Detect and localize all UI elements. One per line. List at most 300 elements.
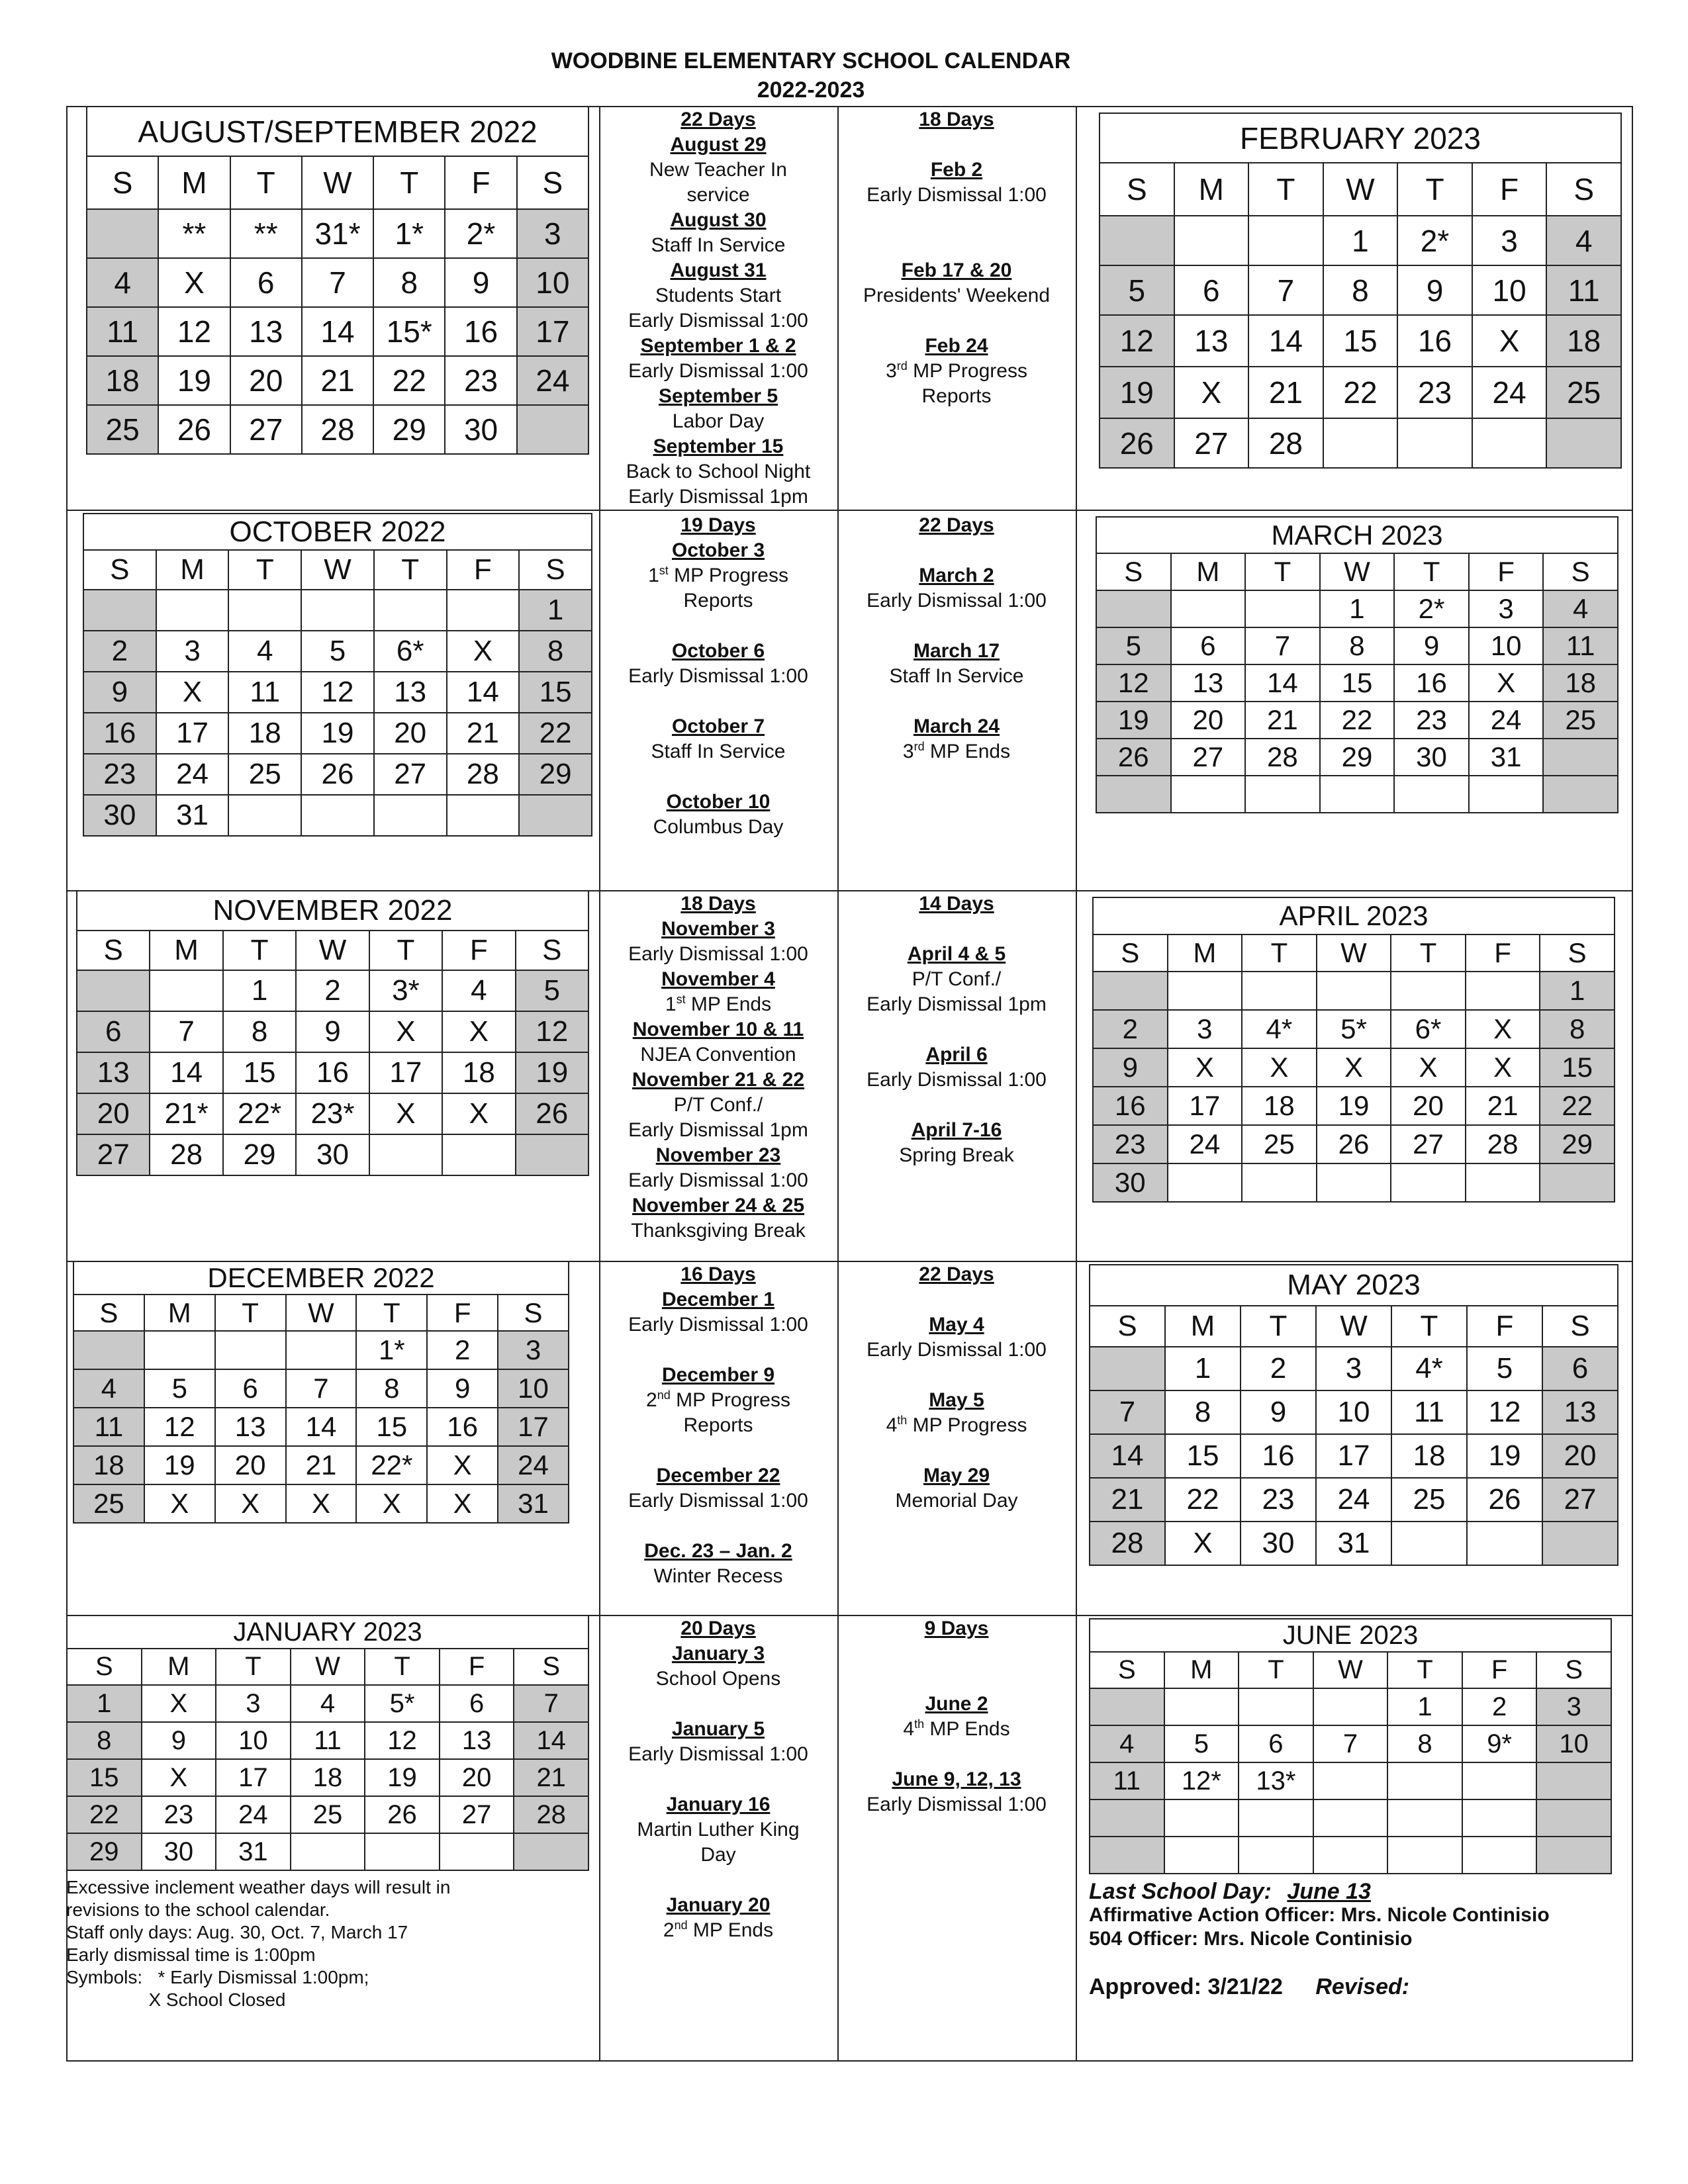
day-cell: X bbox=[1466, 1048, 1540, 1087]
day-cell: 23* bbox=[296, 1093, 369, 1134]
day-cell bbox=[1242, 1163, 1317, 1202]
day-cell: 9 bbox=[427, 1369, 498, 1408]
day-cell: 23 bbox=[445, 356, 516, 405]
event-description: Early Dismissal 1:00 bbox=[628, 1490, 808, 1512]
day-cell bbox=[1397, 418, 1472, 468]
day-cell: 20 bbox=[1391, 1087, 1466, 1125]
day-cell: 7 bbox=[1245, 627, 1320, 664]
day-cell: 30 bbox=[142, 1833, 216, 1870]
day-cell: 9 bbox=[83, 672, 156, 713]
weekday-header: S bbox=[73, 1295, 144, 1331]
day-cell bbox=[1472, 418, 1547, 468]
weekday-header: T bbox=[1391, 934, 1466, 972]
event-description: 3rd MP Progress bbox=[886, 359, 1027, 382]
day-cell: 7 bbox=[302, 258, 373, 307]
day-cell: 9 bbox=[1093, 1048, 1168, 1087]
week-row bbox=[87, 307, 588, 356]
day-cell: 1 bbox=[1323, 216, 1398, 265]
day-cell: 12 bbox=[301, 672, 374, 713]
day-cell bbox=[1469, 776, 1544, 813]
weekday-header: T bbox=[1241, 1306, 1316, 1347]
day-cell: X bbox=[1317, 1048, 1391, 1087]
spacer bbox=[837, 614, 1076, 639]
day-cell: 26 bbox=[1096, 739, 1171, 776]
spacer bbox=[837, 538, 1076, 563]
day-cell: 25 bbox=[87, 405, 158, 454]
spacer bbox=[837, 1287, 1076, 1312]
weekday-header: F bbox=[447, 550, 520, 590]
day-cell: 4 bbox=[73, 1369, 144, 1408]
day-cell: 13 bbox=[440, 1722, 514, 1759]
day-cell: 11 bbox=[1543, 627, 1618, 664]
event-description: Staff In Service bbox=[651, 234, 786, 256]
event-description: Labor Day bbox=[672, 410, 765, 432]
day-cell: 16 bbox=[445, 307, 516, 356]
day-cell: 29 bbox=[1320, 739, 1395, 776]
day-cell bbox=[1543, 776, 1618, 813]
spacer bbox=[599, 1338, 837, 1363]
day-cell: 25 bbox=[73, 1484, 144, 1523]
day-cell bbox=[1096, 590, 1171, 627]
day-cell: 20 bbox=[374, 713, 447, 754]
week-row bbox=[67, 1685, 588, 1722]
day-cell: 17 bbox=[369, 1052, 442, 1093]
weekday-header: S bbox=[514, 1649, 588, 1685]
event-description: Early Dismissal 1:00 bbox=[867, 184, 1047, 206]
day-cell: 2 bbox=[1241, 1347, 1316, 1390]
day-cell: 21 bbox=[302, 356, 373, 405]
weekday-header: T bbox=[215, 1295, 286, 1331]
day-cell bbox=[150, 970, 222, 1011]
page-title bbox=[0, 46, 1622, 105]
day-cell: 4 bbox=[228, 631, 301, 672]
day-cell: X bbox=[144, 1484, 215, 1523]
weekday-header: W bbox=[286, 1295, 357, 1331]
day-cell: 19 bbox=[1317, 1087, 1391, 1125]
event-description: Early Dismissal 1:00 bbox=[628, 943, 808, 965]
day-cell bbox=[156, 590, 229, 631]
day-cell bbox=[301, 795, 374, 836]
day-cell: 27 bbox=[1542, 1478, 1618, 1522]
month-title: FEBRUARY 2023 bbox=[1100, 113, 1621, 163]
week-row bbox=[67, 1833, 588, 1870]
event-description: Early Dismissal 1pm bbox=[867, 993, 1047, 1015]
week-row bbox=[1096, 739, 1618, 776]
week-row bbox=[1090, 1478, 1618, 1522]
day-cell: 15* bbox=[373, 307, 445, 356]
day-cell: 13 bbox=[374, 672, 447, 713]
day-cell: 26 bbox=[301, 754, 374, 795]
day-cell: 21* bbox=[150, 1093, 222, 1134]
event-description: Early Dismissal 1pm bbox=[628, 486, 808, 508]
events-list-oct bbox=[599, 513, 837, 840]
day-cell: 19 bbox=[365, 1759, 440, 1796]
title-line-2: 2022-2023 bbox=[757, 77, 865, 103]
week-row bbox=[67, 1796, 588, 1833]
weekday-header: S bbox=[1090, 1652, 1164, 1688]
day-cell: 11 bbox=[73, 1408, 144, 1446]
weekday-header: T bbox=[1387, 1652, 1462, 1688]
week-row bbox=[1093, 1125, 1615, 1163]
weekday-header: S bbox=[498, 1295, 569, 1331]
day-cell: 31 bbox=[216, 1833, 291, 1870]
day-cell: 6 bbox=[77, 1011, 150, 1052]
day-cell: 7 bbox=[514, 1685, 588, 1722]
month-title: AUGUST/SEPTEMBER 2022 bbox=[87, 107, 588, 156]
day-cell bbox=[87, 209, 158, 258]
day-cell: 5* bbox=[365, 1685, 440, 1722]
week-row bbox=[1093, 1010, 1615, 1048]
weekday-header: M bbox=[150, 931, 222, 970]
event-date-heading: November 3 bbox=[661, 918, 775, 940]
event-description: Reports bbox=[921, 385, 992, 407]
day-cell: X bbox=[142, 1759, 216, 1796]
weekday-header: W bbox=[1316, 1306, 1391, 1347]
weekday-header: T bbox=[1391, 1306, 1467, 1347]
day-cell bbox=[228, 590, 301, 631]
day-cell: 10 bbox=[517, 258, 588, 307]
day-cell: 12 bbox=[1096, 664, 1171, 702]
week-row bbox=[1093, 1163, 1615, 1202]
day-cell: 1 bbox=[1165, 1347, 1241, 1390]
event-description: Students Start bbox=[655, 285, 782, 306]
day-cell: 26 bbox=[1317, 1125, 1391, 1163]
weekday-header: F bbox=[1467, 1306, 1542, 1347]
footer-notes bbox=[66, 1876, 583, 2011]
day-cell: 9 bbox=[1394, 627, 1469, 664]
month-title: JANUARY 2023 bbox=[67, 1615, 588, 1649]
day-cell bbox=[1391, 972, 1466, 1010]
weekday-header: S bbox=[1093, 934, 1168, 972]
week-row bbox=[1090, 1390, 1618, 1434]
week-row bbox=[1096, 627, 1618, 664]
week-row bbox=[1090, 1434, 1618, 1478]
week-row bbox=[73, 1446, 569, 1484]
event-description: Day bbox=[700, 1844, 736, 1866]
week-row bbox=[1100, 265, 1621, 315]
day-cell: X bbox=[158, 258, 230, 307]
weekday-header: T bbox=[356, 1295, 427, 1331]
day-cell bbox=[1543, 739, 1618, 776]
weekday-header: S bbox=[77, 931, 150, 970]
day-cell: 13 bbox=[1171, 664, 1246, 702]
day-cell bbox=[1536, 1837, 1611, 1874]
spacer bbox=[599, 1868, 837, 1893]
day-cell: 29 bbox=[373, 405, 445, 454]
spacer bbox=[837, 233, 1076, 258]
day-cell bbox=[228, 795, 301, 836]
event-date-heading: April 6 bbox=[925, 1044, 988, 1066]
event-date-heading: January 3 bbox=[671, 1643, 765, 1664]
week-row bbox=[1100, 315, 1621, 367]
day-cell bbox=[215, 1331, 286, 1369]
ordinal-suffix: st bbox=[659, 564, 669, 577]
day-cell: 26 bbox=[1467, 1478, 1542, 1522]
weekday-header: F bbox=[440, 1649, 514, 1685]
day-cell: 6 bbox=[1174, 265, 1249, 315]
event-description: Early Dismissal 1:00 bbox=[867, 1794, 1047, 1815]
day-cell: 14 bbox=[514, 1722, 588, 1759]
event-description: 3rd MP Ends bbox=[902, 740, 1011, 762]
day-cell: 11 bbox=[1391, 1390, 1467, 1434]
frame-line-right bbox=[1632, 106, 1633, 2062]
day-cell: 15 bbox=[1323, 315, 1398, 367]
day-cell: 30 bbox=[445, 405, 516, 454]
weekday-header: S bbox=[1546, 163, 1621, 216]
day-cell: 13 bbox=[77, 1052, 150, 1093]
day-cell: 13 bbox=[230, 307, 302, 356]
day-cell: 12 bbox=[1467, 1390, 1542, 1434]
weekday-header: F bbox=[1466, 934, 1540, 972]
week-row bbox=[1096, 776, 1618, 813]
day-cell: 23 bbox=[1394, 702, 1469, 739]
event-date-heading: May 4 bbox=[929, 1314, 984, 1336]
day-cell: 25 bbox=[228, 754, 301, 795]
week-row bbox=[67, 1722, 588, 1759]
day-cell: 18 bbox=[442, 1052, 515, 1093]
day-cell: 23 bbox=[83, 754, 156, 795]
weekday-header: T bbox=[1239, 1652, 1313, 1688]
week-row bbox=[83, 631, 592, 672]
day-cell: 21 bbox=[1466, 1087, 1540, 1125]
day-cell: 24 bbox=[1168, 1125, 1243, 1163]
event-date-heading: September 1 & 2 bbox=[640, 335, 796, 357]
week-row bbox=[1100, 367, 1621, 418]
event-description: service bbox=[686, 184, 750, 206]
footer-note-line: Staff only days: Aug. 30, Oct. 7, March 17 bbox=[66, 1922, 408, 1942]
day-cell: 9 bbox=[142, 1722, 216, 1759]
month-title: DECEMBER 2022 bbox=[73, 1261, 569, 1295]
day-cell: 15 bbox=[223, 1052, 296, 1093]
day-cell: 24 bbox=[1469, 702, 1544, 739]
day-cell: 11 bbox=[1546, 265, 1621, 315]
day-cell: 24 bbox=[1472, 367, 1547, 418]
week-row bbox=[83, 590, 592, 631]
week-row bbox=[1090, 1688, 1611, 1725]
event-date-heading: November 21 & 22 bbox=[632, 1069, 805, 1091]
day-cell: 10 bbox=[1536, 1725, 1611, 1762]
day-cell: 28 bbox=[150, 1134, 222, 1175]
day-cell: 15 bbox=[1165, 1434, 1241, 1478]
month-calendar-mar bbox=[1096, 516, 1618, 813]
day-cell: 5 bbox=[516, 970, 588, 1011]
weekday-header: W bbox=[291, 1649, 365, 1685]
day-cell: 16 bbox=[427, 1408, 498, 1446]
day-cell: 4 bbox=[1546, 216, 1621, 265]
day-cell bbox=[369, 1134, 442, 1175]
week-row bbox=[1090, 1837, 1611, 1874]
event-date-heading: November 23 bbox=[655, 1144, 781, 1166]
day-cell bbox=[1540, 1163, 1615, 1202]
day-cell: X bbox=[286, 1484, 357, 1523]
day-cell: 15 bbox=[1320, 664, 1395, 702]
day-cell: 9 bbox=[1241, 1390, 1316, 1434]
day-cell: 8 bbox=[1323, 265, 1398, 315]
last-school-day-label: Last School Day: bbox=[1089, 1879, 1272, 1904]
day-cell: 3 bbox=[156, 631, 229, 672]
day-cell bbox=[1164, 1837, 1239, 1874]
week-row bbox=[1090, 1347, 1618, 1390]
day-cell: 29 bbox=[519, 754, 592, 795]
week-row bbox=[87, 405, 588, 454]
week-row bbox=[87, 356, 588, 405]
day-cell bbox=[83, 590, 156, 631]
day-cell: 24 bbox=[517, 356, 588, 405]
day-cell: X bbox=[156, 672, 229, 713]
weekday-header: W bbox=[301, 550, 374, 590]
event-description: Memorial Day bbox=[895, 1490, 1018, 1512]
event-description: Early Dismissal 1:00 bbox=[867, 1069, 1047, 1091]
day-cell: 19 bbox=[158, 356, 230, 405]
day-cell: 28 bbox=[1466, 1125, 1540, 1163]
events-list-dec bbox=[599, 1262, 837, 1589]
day-cell: 27 bbox=[440, 1796, 514, 1833]
month-calendar-nov bbox=[76, 890, 589, 1176]
day-cell: 4* bbox=[1242, 1010, 1317, 1048]
event-date-heading: 14 Days bbox=[919, 893, 994, 915]
event-date-heading: October 10 bbox=[666, 791, 771, 813]
day-cell bbox=[1239, 1688, 1313, 1725]
day-cell bbox=[1168, 1163, 1243, 1202]
month-calendar-jan bbox=[66, 1615, 589, 1871]
weekday-header: T bbox=[1397, 163, 1472, 216]
week-row bbox=[1090, 1522, 1618, 1565]
day-cell: 22 bbox=[67, 1796, 142, 1833]
day-cell: X bbox=[1168, 1048, 1243, 1087]
ordinal-suffix: st bbox=[676, 993, 686, 1006]
day-cell bbox=[1313, 1762, 1388, 1799]
day-cell: 19 bbox=[1467, 1434, 1542, 1478]
event-date-heading: 19 Days bbox=[680, 514, 756, 536]
day-cell: 25 bbox=[1391, 1478, 1467, 1522]
day-cell: 27 bbox=[1171, 739, 1246, 776]
spacer bbox=[599, 1767, 837, 1792]
spacer bbox=[599, 1438, 837, 1463]
week-row bbox=[87, 258, 588, 307]
day-cell: 3 bbox=[517, 209, 588, 258]
day-cell: 7 bbox=[1248, 265, 1323, 315]
month-calendar-oct bbox=[83, 513, 592, 837]
day-cell bbox=[1466, 972, 1540, 1010]
day-cell: 3 bbox=[216, 1685, 291, 1722]
weekday-header: S bbox=[516, 931, 588, 970]
event-date-heading: August 30 bbox=[670, 209, 767, 231]
week-row bbox=[1090, 1799, 1611, 1837]
day-cell bbox=[514, 1833, 588, 1870]
weekday-header: W bbox=[302, 156, 373, 209]
day-cell: 16 bbox=[1241, 1434, 1316, 1478]
day-cell bbox=[1536, 1762, 1611, 1799]
event-description: 4th MP Progress bbox=[886, 1414, 1027, 1436]
weekday-header: M bbox=[1168, 934, 1243, 972]
day-cell: 5 bbox=[1164, 1725, 1239, 1762]
event-description: Early Dismissal 1pm bbox=[628, 1119, 808, 1141]
spacer bbox=[837, 1742, 1076, 1767]
day-cell: 6 bbox=[1542, 1347, 1618, 1390]
day-cell: 13 bbox=[215, 1408, 286, 1446]
day-cell: 3 bbox=[1316, 1347, 1391, 1390]
day-cell: 7 bbox=[150, 1011, 222, 1052]
event-date-heading: Feb 2 bbox=[930, 159, 983, 181]
day-cell: 8 bbox=[67, 1722, 142, 1759]
week-row bbox=[1090, 1762, 1611, 1799]
events-list-aug-sep bbox=[599, 107, 837, 510]
day-cell bbox=[1387, 1837, 1462, 1874]
spacer bbox=[837, 308, 1076, 334]
approval-line bbox=[1089, 1975, 1618, 1999]
day-cell: X bbox=[369, 1093, 442, 1134]
event-description: Winter Recess bbox=[653, 1565, 783, 1587]
weekday-header: T bbox=[216, 1649, 291, 1685]
spacer bbox=[599, 1514, 837, 1539]
week-row bbox=[77, 1011, 588, 1052]
day-cell bbox=[1090, 1799, 1164, 1837]
spacer bbox=[837, 1093, 1076, 1118]
spacer bbox=[599, 764, 837, 790]
day-cell: 4 bbox=[1543, 590, 1618, 627]
week-row bbox=[1100, 216, 1621, 265]
weekday-header: S bbox=[1096, 553, 1171, 590]
day-cell bbox=[1394, 776, 1469, 813]
event-description: Reports bbox=[683, 1414, 753, 1436]
day-cell bbox=[447, 795, 520, 836]
day-cell: 2* bbox=[445, 209, 516, 258]
day-cell bbox=[1245, 776, 1320, 813]
events-list-jan bbox=[599, 1616, 837, 1943]
day-cell: 15 bbox=[519, 672, 592, 713]
day-cell: 6 bbox=[215, 1369, 286, 1408]
day-cell: 22 bbox=[1165, 1478, 1241, 1522]
event-date-heading: October 6 bbox=[671, 640, 765, 662]
day-cell: X bbox=[442, 1093, 515, 1134]
day-cell: X bbox=[215, 1484, 286, 1523]
day-cell: 21 bbox=[1248, 367, 1323, 418]
day-cell: 21 bbox=[1090, 1478, 1165, 1522]
event-date-heading: December 1 bbox=[661, 1289, 775, 1310]
day-cell: 22 bbox=[519, 713, 592, 754]
day-cell bbox=[516, 1134, 588, 1175]
event-date-heading: 18 Days bbox=[919, 109, 994, 130]
day-cell: 12 bbox=[365, 1722, 440, 1759]
spacer bbox=[599, 614, 837, 639]
day-cell: 30 bbox=[1093, 1163, 1168, 1202]
weekday-header: T bbox=[373, 156, 445, 209]
day-cell: 24 bbox=[156, 754, 229, 795]
day-cell: 22* bbox=[356, 1446, 427, 1484]
event-description: Martin Luther King bbox=[637, 1819, 800, 1841]
event-description: 2nd MP Ends bbox=[663, 1919, 774, 1941]
last-school-day bbox=[1089, 1880, 1618, 1903]
day-cell: 31 bbox=[1316, 1522, 1391, 1565]
event-description: 4th MP Ends bbox=[903, 1717, 1010, 1740]
day-cell bbox=[1391, 1163, 1466, 1202]
day-cell: 5 bbox=[1467, 1347, 1542, 1390]
day-cell: 27 bbox=[1391, 1125, 1466, 1163]
event-date-heading: 22 Days bbox=[680, 109, 756, 130]
day-cell: 20 bbox=[215, 1446, 286, 1484]
day-cell: 15 bbox=[67, 1759, 142, 1796]
day-cell: 9 bbox=[296, 1011, 369, 1052]
day-cell: 28 bbox=[447, 754, 520, 795]
ordinal-suffix: rd bbox=[896, 359, 908, 373]
day-cell: 18 bbox=[1391, 1434, 1467, 1478]
day-cell bbox=[1320, 776, 1395, 813]
day-cell: 28 bbox=[1090, 1522, 1165, 1565]
day-cell: 7 bbox=[1313, 1725, 1388, 1762]
day-cell: 1 bbox=[1320, 590, 1395, 627]
day-cell: 1 bbox=[223, 970, 296, 1011]
event-date-heading: October 7 bbox=[671, 715, 765, 737]
